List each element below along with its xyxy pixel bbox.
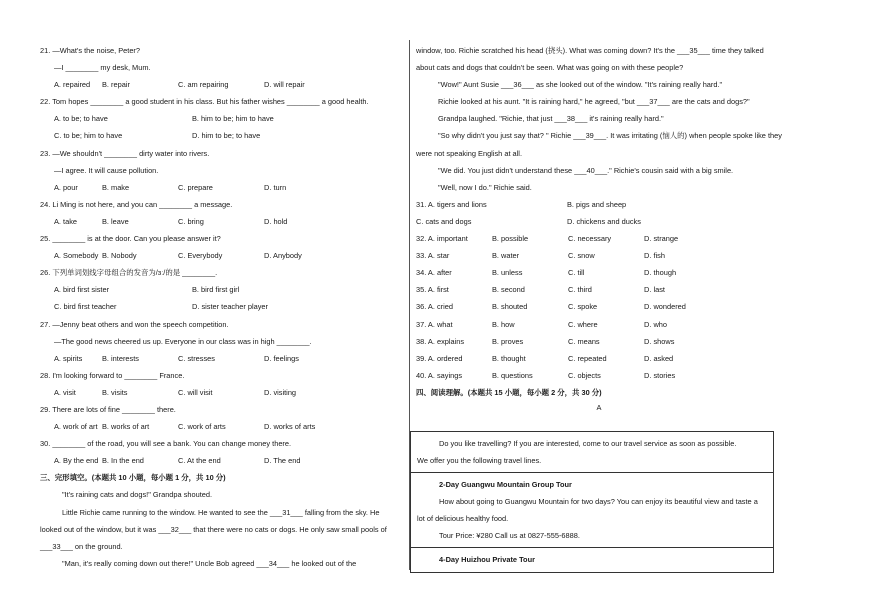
passage-paragraph-3: "Man, it's really coming down out there!" Uncle Bob agreed ___34___ he looked out of the [62,558,357,568]
passage-paragraph-3-cont: window, too. Richie scratched his head (挠头). What was coming down? It's the ___35___ time they talked about cats and dogs that couldn't be seen. What was going on with these people? [416,46,764,73]
option-a[interactable]: 33. A. star [416,251,450,261]
question-27-stem-2: —The good news cheered us up. Everyone in our class was in high ________. [54,336,312,346]
passage-paragraph-7: "So why didn't you just say that? " Richie ___39___. It was irritating (恼人的) when people spoke like they were not speaking English at all. [416,131,782,158]
passage-paragraph-1: "It's raining cats and dogs!" Grandpa shouted. [62,490,213,500]
option-b[interactable]: B. make [102,182,130,192]
option-a[interactable]: A. bird first sister [54,285,110,295]
option-a[interactable]: A. By the end [54,456,99,466]
option-c[interactable]: C. repeated [568,353,607,363]
option-b[interactable]: B. repair [102,80,130,90]
passage-paragraph-4: "Wow!" Aunt Susie ___36___ as she looked out of the window. "It's raining really hard." [438,80,723,90]
option-b[interactable]: B. proves [492,336,524,346]
option-d[interactable]: D. him to be; to have [192,131,261,141]
option-c[interactable]: C. At the end [178,456,221,466]
option-d[interactable]: D. strange [644,234,679,244]
question-23-stem-2: —I agree. It will cause pollution. [54,165,159,175]
travel-ad-intro [411,432,773,473]
option-d[interactable]: D. asked [644,353,674,363]
option-a[interactable]: A. repaired [54,80,91,90]
question-26-options-row2 [40,298,402,315]
option-d[interactable]: D. fish [644,251,665,261]
option-b[interactable]: B. bird first girl [192,285,240,295]
question-37-options [416,316,782,333]
question-31-options-row2 [416,213,782,230]
option-a[interactable]: 37. A. what [416,319,453,329]
intro-line-1: Do you like travelling? If you are interested, come to our travel service as soon as possible. [439,439,737,448]
option-c[interactable]: C. work of arts [178,422,226,432]
section-3-heading: 三、完形填空。(本题共 10 小题，每小题 1 分，共 10 分) [40,473,226,483]
right-column [416,42,782,414]
option-c[interactable]: C. spoke [568,302,598,312]
option-a[interactable]: A. to be; to have [54,114,108,124]
tour-1-description: How about going to Guangwu Mountain for two days? You can enjoy its beautiful view and taste a lot of delicious healthy food. [417,497,758,523]
option-a[interactable]: A. Somebody [54,251,99,261]
option-c[interactable]: C. prepare [178,182,213,192]
option-c[interactable]: C. cats and dogs [416,216,472,226]
option-d[interactable]: D. feelings [264,353,299,363]
option-c[interactable]: C. stresses [178,353,215,363]
passage-paragraph-2: Little Richie came running to the window. He wanted to see the ___31___ falling from the sky. He looked out of the window, but it was ___32___ that there were no cats or dogs. He only saw small pools of ___33___ on the ground. [40,507,387,551]
passage-paragraph-9: "Well, now I do." Richie said. [438,182,532,192]
option-d[interactable]: D. chickens and ducks [567,216,641,226]
question-24-stem: 24. Li Ming is not here, and you can ________ a message. [40,199,233,209]
option-b[interactable]: B. possible [492,234,529,244]
option-d[interactable]: D. Anybody [264,251,302,261]
travel-ad-box [410,431,774,573]
question-28-options [40,384,402,401]
option-d[interactable]: D. who [644,319,668,329]
option-a[interactable]: A. work of art [54,422,98,432]
option-d[interactable]: D. The end [264,456,301,466]
question-30-options [40,452,402,469]
option-b[interactable]: B. visits [102,387,128,397]
option-b[interactable]: B. him to be; him to have [192,114,274,124]
tour-2-title: 4-Day Huizhou Private Tour [439,555,535,564]
question-34-options [416,264,782,281]
question-40-options [416,367,782,384]
option-d[interactable]: D. sister teacher player [192,302,268,312]
option-a[interactable]: A. take [54,216,78,226]
question-23-stem: 23. —We shouldn't ________ dirty water into rivers. [40,148,210,158]
option-d[interactable]: D. last [644,285,665,295]
question-26-stem: 26. 下列单词划线字母组合的发音为/ɜː/的是 ________. [40,268,218,278]
question-21-stem-2: —I ________ my desk, Mum. [54,63,151,73]
option-d[interactable]: D. works of arts [264,422,316,432]
question-27-stem: 27. —Jenny beat others and won the speech competition. [40,319,229,329]
option-c[interactable]: C. till [568,268,585,278]
option-d[interactable]: D. shows [644,336,675,346]
option-c[interactable]: C. third [568,285,592,295]
option-c[interactable]: C. means [568,336,600,346]
option-b[interactable]: B. how [492,319,515,329]
question-22-options-row1 [40,110,402,127]
option-d[interactable]: D. turn [264,182,287,192]
question-23-options [40,179,402,196]
passage-paragraph-8: "We did. You just didn't understand these ___40___." Richie's cousin said with a big smile. [438,165,734,175]
section-4-heading: 四、阅读理解。(本题共 15 小题，每小题 2 分，共 30 分) [416,387,602,397]
option-d[interactable]: D. though [644,268,677,278]
option-a[interactable]: A. visit [54,387,76,397]
question-32-options [416,230,782,247]
option-b[interactable]: B. interests [102,353,139,363]
question-31-options-row1 [416,196,782,213]
question-33-options [416,247,782,264]
question-30-stem: 30. ________ of the road, you will see a bank. You can change money there. [40,439,292,449]
option-c[interactable]: C. bring [178,216,204,226]
option-b[interactable]: B. questions [492,370,533,380]
option-a[interactable]: 40. A. sayings [416,370,463,380]
question-35-options [416,281,782,298]
option-c[interactable]: C. bird first teacher [54,302,117,312]
option-d[interactable]: D. stories [644,370,676,380]
passage-paragraph-5: Richie looked at his aunt. "It is raining hard," he agreed, "but ___37___ are the cats and dogs?" [438,97,750,107]
question-24-options [40,213,402,230]
question-39-options [416,350,782,367]
question-21-stem: 21. —What's the noise, Peter? [40,46,141,55]
option-c[interactable]: C. where [568,319,598,329]
option-c[interactable]: C. will visit [178,387,213,397]
option-c[interactable]: C. Everybody [178,251,223,261]
question-29-stem: 29. There are lots of fine ________ there. [40,404,176,414]
tour-1 [411,473,773,548]
option-d[interactable]: D. visiting [264,387,297,397]
option-b[interactable]: B. leave [102,216,129,226]
question-25-stem: 25. ________ is at the door. Can you please answer it? [40,234,221,244]
question-25-options [40,247,402,264]
question-27-options [40,350,402,367]
option-c[interactable]: C. to be; him to have [54,131,123,141]
option-c[interactable]: C. objects [568,370,601,380]
question-21-options [40,76,402,93]
option-d[interactable]: D. hold [264,216,288,226]
option-a[interactable]: 32. A. important [416,234,468,244]
option-b[interactable]: B. Nobody [102,251,137,261]
option-c[interactable]: C. necessary [568,234,612,244]
left-column [40,42,402,572]
question-22-stem: 22. Tom hopes ________ a good student in his class. But his father wishes ________ a good health. [40,97,369,107]
option-b[interactable]: B. second [492,285,525,295]
passage-paragraph-6: Grandpa laughed. "Richie, that just ___38___ it's raining really hard." [438,114,664,124]
option-d[interactable]: D. wondered [644,302,686,312]
option-a[interactable]: A. pour [54,182,78,192]
question-28-stem: 28. I'm looking forward to ________ France. [40,370,185,380]
option-b[interactable]: B. water [492,251,520,261]
question-22-options-row2 [40,127,402,144]
question-38-options [416,333,782,350]
option-b[interactable]: B. In the end [102,456,144,466]
option-a[interactable]: 35. A. first [416,285,449,295]
option-a[interactable]: 31. A. tigers and lions [416,199,487,209]
option-b[interactable]: B. shouted [492,302,528,312]
option-c[interactable]: C. am repairing [178,80,229,90]
intro-line-2: We offer you the following travel lines. [417,456,542,465]
option-a[interactable]: A. spirits [54,353,83,363]
option-a[interactable]: 38. A. explains [416,336,465,346]
option-b[interactable]: B. thought [492,353,526,363]
option-a[interactable]: 34. A. after [416,268,452,278]
option-c[interactable]: C. snow [568,251,595,261]
tour-1-title: 2-Day Guangwu Mountain Group Tour [439,480,572,489]
question-26-options-row1 [40,281,402,298]
tour-1-price: Tour Price: ¥280 Call us at 0827-555-6888. [439,531,580,540]
question-29-options [40,418,402,435]
option-d[interactable]: D. will repair [264,80,305,90]
option-b[interactable]: B. works of art [102,422,150,432]
tour-2 [411,548,773,571]
option-a[interactable]: 39. A. ordered [416,353,463,363]
passage-a-label: A [596,402,602,412]
option-b[interactable]: B. unless [492,268,523,278]
option-a[interactable]: 36. A. cried [416,302,453,312]
question-36-options [416,298,782,315]
option-b[interactable]: B. pigs and sheep [567,199,627,209]
